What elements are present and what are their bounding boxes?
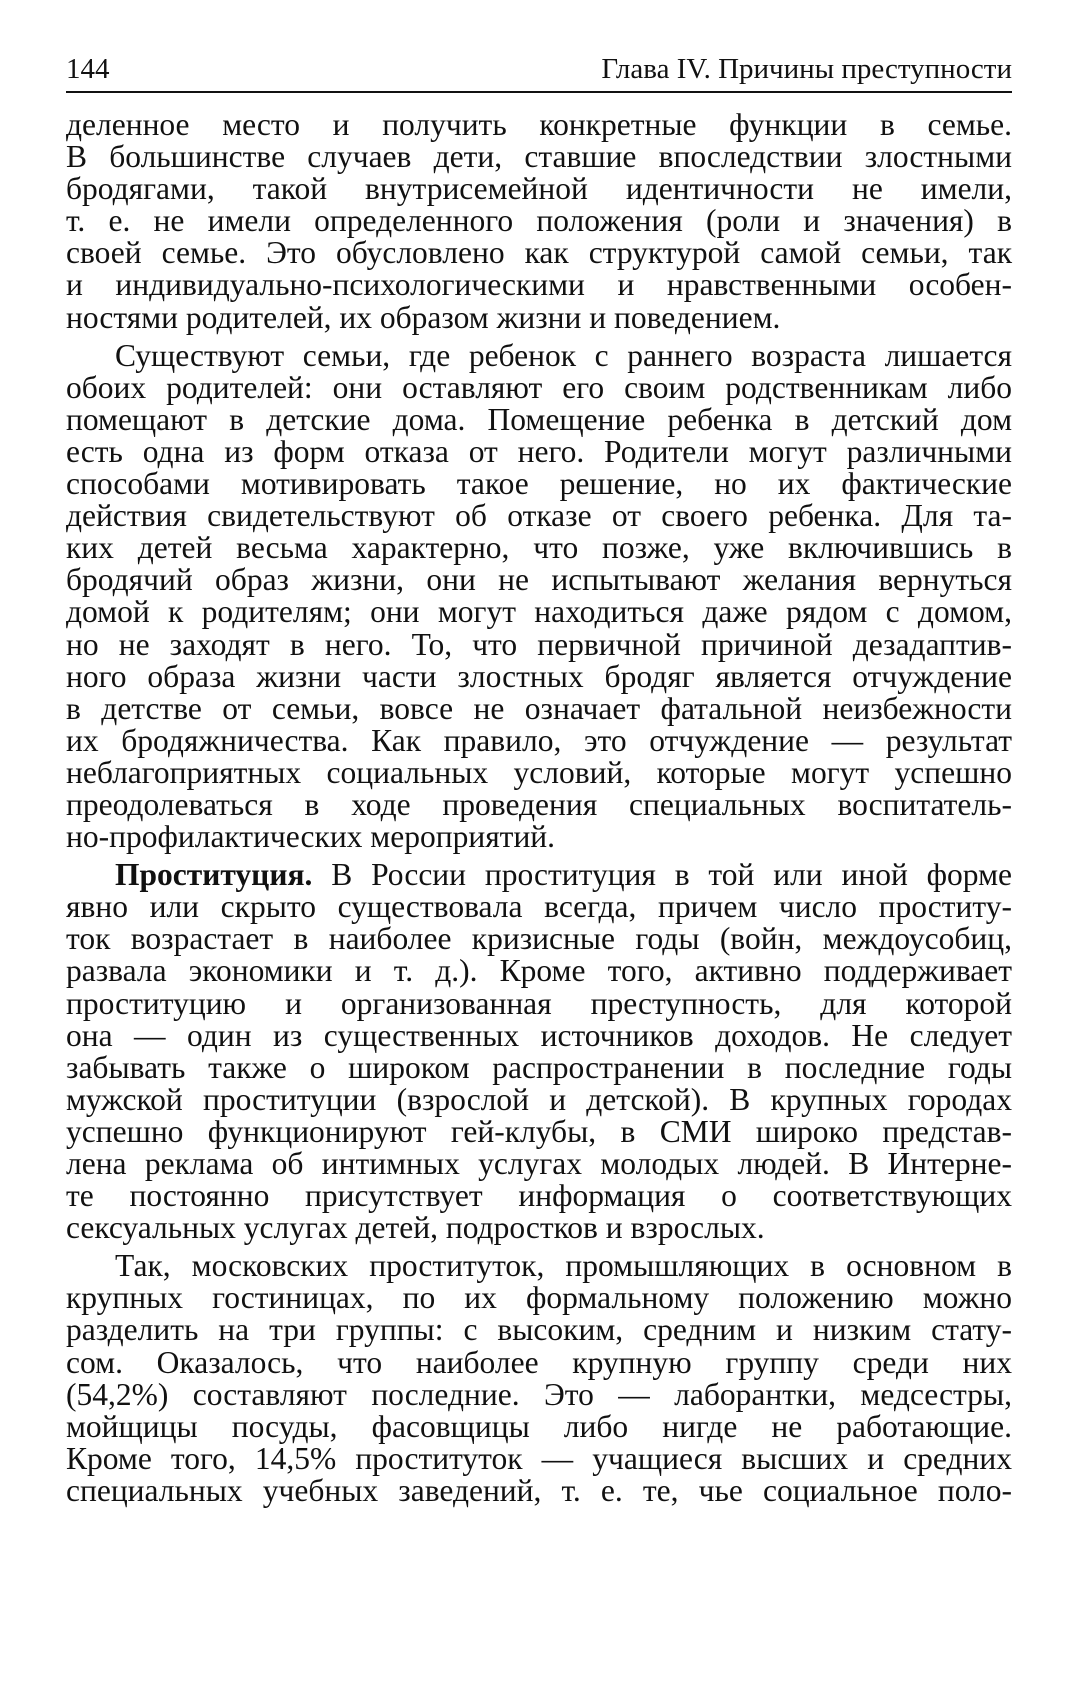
text-line: лена реклама об интимных услугах молодых людей. В Интерне- <box>66 1146 1012 1181</box>
text-line: развала экономики и т. д.). Кроме того, активно поддерживает <box>66 953 1012 989</box>
paragraph <box>66 859 1012 1244</box>
running-header <box>66 52 1012 93</box>
page-number: 144 <box>66 53 110 85</box>
text-line: и индивидуально-психологическими и нравственными особен- <box>66 267 1012 303</box>
text-line: действия свидетельствуют об отказе от своего ребенка. Для та- <box>66 498 1012 534</box>
text-line: помещают в детские дома. Помещение ребенка в детский дом <box>66 401 1012 437</box>
text-line: (54,2%) составляют последние. Это — лаборантки, медсестры, <box>66 1376 1012 1412</box>
text-line: способами мотивировать такое решение, но их фактические <box>66 466 1012 502</box>
text-line: мужской проституции (взрослой и детской). В крупных городах <box>66 1081 1012 1117</box>
text-line: но-профилактических мероприятий. <box>66 819 556 855</box>
text-line: домой к родителям; они могут находиться даже рядом с домом, <box>66 594 1012 630</box>
text-line: своей семье. Это обусловлено как структурой самой семьи, так <box>66 235 1012 271</box>
text-line: проституцию и организованная преступность, для которой <box>66 985 1012 1021</box>
text-line: преодолеваться в ходе проведения специальных воспитатель- <box>66 786 1012 822</box>
text-line: т. е. не имели определенного положения (роли и значения) в <box>66 203 1012 239</box>
text-line: В большинстве случаев дети, ставшие впоследствии злостными <box>66 139 1012 175</box>
text-line: ностями родителей, их образом жизни и поведением. <box>66 299 781 335</box>
text-line: бродячий образ жизни, они не испытывают желания вернуться <box>66 562 1012 598</box>
body-text <box>66 109 1012 1507</box>
text-line: Существуют семьи, где ребенок с раннего возраста лишается <box>115 337 1012 373</box>
paragraph <box>66 1250 1012 1507</box>
text-line: их бродяжничества. Как правило, это отчуждение — результат <box>66 722 1012 758</box>
text-line: сексуальных услугах детей, подростков и взрослых. <box>66 1210 765 1246</box>
text-line: Так, московских проституток, промышляющих в основном в <box>115 1248 1012 1284</box>
text-line: успешно функционируют гей-клубы, в СМИ широко представ- <box>66 1113 1012 1149</box>
text-line: явно или скрыто существовала всегда, причем число проститу- <box>66 889 1012 925</box>
text-line: специальных учебных заведений, т. е. те, чье социальное поло- <box>66 1472 1012 1508</box>
text-line: в детстве от семьи, вовсе не означает фатальной неизбежности <box>66 690 1012 726</box>
text-line: ких детей весьма характерно, что позже, уже включившись в <box>66 530 1012 566</box>
text-line: неблагоприятных социальных условий, которые могут успешно <box>66 754 1012 790</box>
text-line: она — один из существенных источников доходов. Не следует <box>66 1017 1012 1053</box>
run-in-heading: Проституция. <box>115 857 313 893</box>
text-line: Кроме того, 14,5% проституток — учащиеся высших и средних <box>66 1440 1012 1476</box>
text-line: крупных гостиницах, по их формальному положению можно <box>66 1280 1012 1316</box>
text-line: ток возрастает в наиболее кризисные годы (войн, междоусобиц, <box>66 921 1012 957</box>
text-line: забывать также о широком распространении в последние годы <box>66 1049 1012 1085</box>
text-line: мойщицы посуды, фасовщицы либо нигде не работающие. <box>66 1408 1012 1444</box>
text-line <box>66 859 1012 891</box>
book-page <box>66 52 1012 1507</box>
paragraph <box>66 337 1012 855</box>
text-line: есть одна из форм отказа от него. Родители могут различными <box>66 433 1012 469</box>
text-line: бродягами, такой внутрисемейной идентичности не имели, <box>66 171 1012 207</box>
text-line: обоих родителей: они оставляют его своим родственникам либо <box>66 369 1012 405</box>
text-line: сом. Оказалось, что наиболее крупную группу среди них <box>66 1344 1012 1380</box>
text-line: ного образа жизни части злостных бродяг является отчуждение <box>66 658 1012 694</box>
line-text: В России проституция в той или иной форме <box>312 857 1012 893</box>
text-line: те постоянно присутствует информация о соответствующих <box>66 1178 1012 1214</box>
text-line: деленное место и получить конкретные функции в семье. <box>66 107 1012 142</box>
paragraph <box>66 109 1012 334</box>
text-line: но не заходят в него. То, что первичной причиной дезадаптив- <box>66 626 1012 662</box>
chapter-title: Глава IV. Причины преступности <box>601 53 1012 85</box>
text-line: разделить на три группы: с высоким, средним и низким стату- <box>66 1312 1012 1348</box>
